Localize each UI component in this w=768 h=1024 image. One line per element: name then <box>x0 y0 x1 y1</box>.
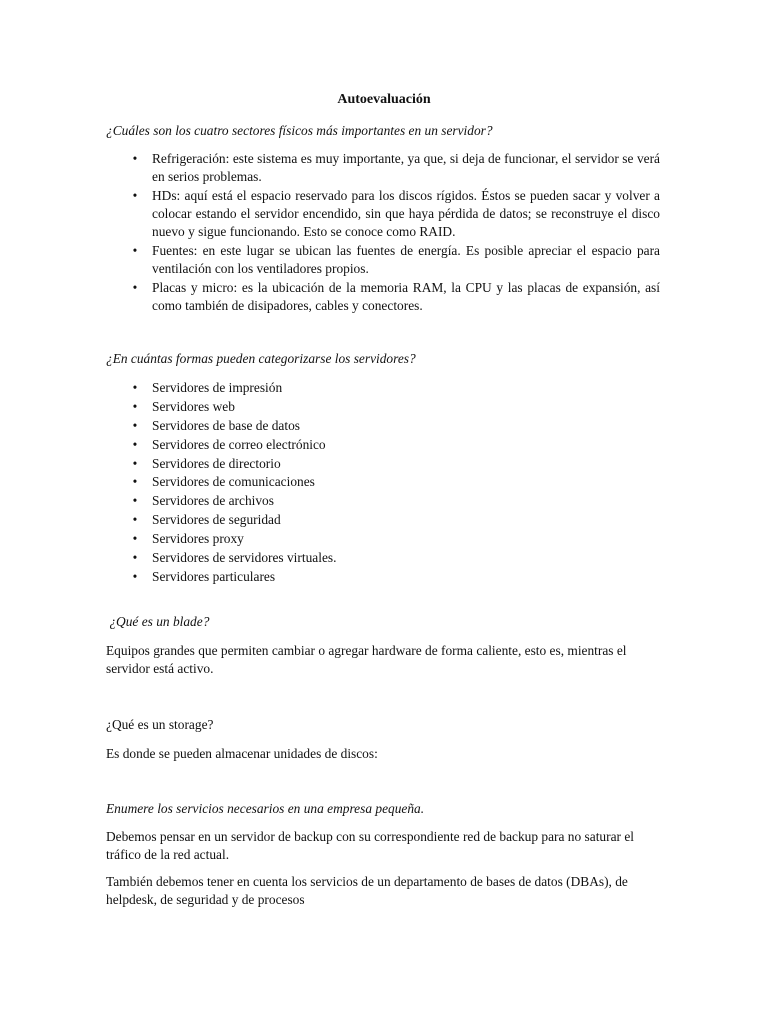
list-item-text: Servidores de servidores virtuales. <box>152 550 337 566</box>
question-small-business-services: Enumere los servicios necesarios en una empresa pequeña. <box>106 801 425 816</box>
list-item-text: Refrigeración: este sistema es muy importante, ya que, si deja de funcionar, el servidor se verá en serios problemas. <box>152 151 660 184</box>
bullet-icon: • <box>132 243 138 258</box>
list-item <box>106 568 660 587</box>
answer-blade: Equipos grandes que permiten cambiar o agregar hardware de forma caliente, esto es, mientras el servidor está activo. <box>106 643 627 676</box>
bullet-icon: • <box>132 280 138 295</box>
list-item-text: HDs: aquí está el espacio reservado para los discos rígidos. Éstos se pueden sacar y volver a colocar estando el servidor encendido, sin que haya pérdida de datos; se reconstruye el disco nuevo y sigue funcionando. Esto se conoce como RAID. <box>152 188 660 239</box>
list-item-text: Servidores de directorio <box>152 455 281 471</box>
list-item <box>106 417 660 436</box>
bullet-icon: • <box>132 417 138 433</box>
answer-services-departments: También debemos tener en cuenta los servicios de un departamento de bases de datos (DBAs), de helpdesk, de seguridad y de procesos <box>106 874 628 907</box>
list-item <box>106 455 660 474</box>
bullet-icon: • <box>132 493 138 509</box>
bullet-icon: • <box>132 455 138 471</box>
list-item-text: Servidores de seguridad <box>152 512 281 528</box>
list-item-text: Servidores proxy <box>152 531 244 547</box>
bullet-icon: • <box>132 512 138 528</box>
list-item <box>106 473 660 492</box>
list-item-text: Servidores de comunicaciones <box>152 474 315 490</box>
list-item-text: Placas y micro: es la ubicación de la memoria RAM, la CPU y las placas de expansión, así como también de disipadores, cables y conectores. <box>152 280 660 313</box>
list-item <box>106 549 660 568</box>
bullet-icon: • <box>132 436 138 452</box>
bullet-icon: • <box>132 398 138 414</box>
list-item <box>106 279 660 315</box>
bullet-icon: • <box>132 151 138 166</box>
answer-storage: Es donde se pueden almacenar unidades de discos: <box>106 746 378 761</box>
bullet-icon: • <box>132 531 138 547</box>
list-item-text: Servidores particulares <box>152 568 276 584</box>
question-blade: ¿Qué es un blade? <box>106 614 210 629</box>
page-title: Autoevaluación <box>337 92 431 107</box>
list-item <box>106 150 660 186</box>
list-item-text: Servidores de archivos <box>152 493 274 509</box>
list-item <box>106 242 660 278</box>
bullet-icon: • <box>132 380 138 395</box>
list-item-text: Servidores de base de datos <box>152 417 300 433</box>
physical-sectors-list <box>106 150 660 316</box>
list-item <box>106 398 660 417</box>
question-physical-sectors: ¿Cuáles son los cuatro sectores físicos más importantes en un servidor? <box>106 123 493 138</box>
list-item <box>106 436 660 455</box>
bullet-icon: • <box>132 474 138 490</box>
answer-services-backup: Debemos pensar en un servidor de backup con su correspondiente red de backup para no saturar el tráfico de la red actual. <box>106 829 634 862</box>
bullet-icon: • <box>132 188 138 203</box>
list-item <box>106 530 660 549</box>
list-item-text: Fuentes: en este lugar se ubican las fuentes de energía. Es posible apreciar el espacio para ventilación con los ventiladores propios. <box>152 243 660 276</box>
list-item <box>106 379 660 398</box>
bullet-icon: • <box>132 568 138 584</box>
list-item <box>106 511 660 530</box>
list-item <box>106 187 660 241</box>
list-item-text: Servidores web <box>152 398 235 414</box>
list-item-text: Servidores de impresión <box>152 380 283 395</box>
question-storage: ¿Qué es un storage? <box>106 717 214 732</box>
server-categories-list <box>106 379 660 587</box>
list-item-text: Servidores de correo electrónico <box>152 436 326 452</box>
list-item <box>106 492 660 511</box>
question-server-categories: ¿En cuántas formas pueden categorizarse los servidores? <box>106 351 416 366</box>
bullet-icon: • <box>132 550 138 566</box>
